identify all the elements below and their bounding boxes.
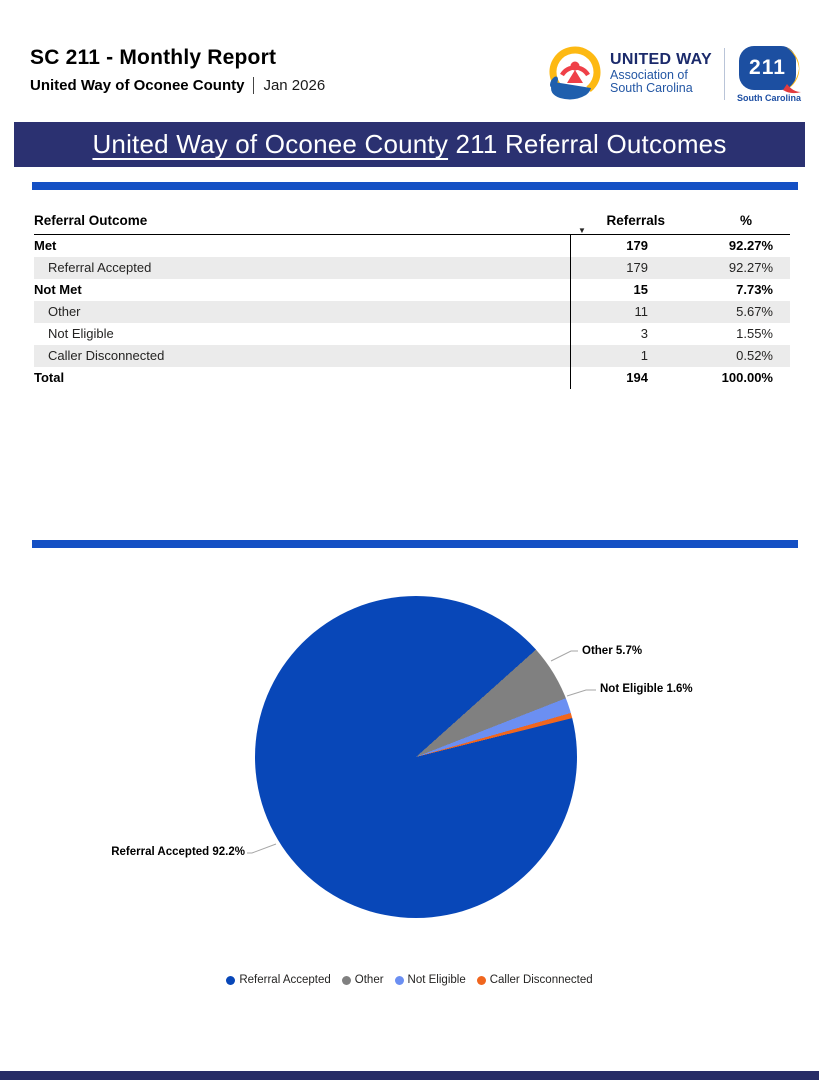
sc211-logo: [735, 46, 803, 103]
united-way-logo: [542, 44, 712, 104]
banner-title: [92, 129, 726, 160]
banner-title-underlined: United Way of Oconee County: [92, 129, 449, 159]
organization-name: United Way of Oconee County: [30, 77, 245, 94]
legend-item-caller-disconnected[interactable]: Caller Disconnected: [477, 974, 593, 986]
report-header: [30, 46, 325, 94]
table-row[interactable]: Other 11 5.67%: [34, 301, 790, 323]
sc211-state-label: South Carolina: [736, 92, 801, 103]
accent-divider-middle: [32, 540, 798, 548]
footer-bar: [0, 1071, 819, 1080]
pie-chart[interactable]: [255, 596, 577, 918]
table-row[interactable]: Referral Accepted 179 92.27%: [34, 257, 790, 279]
logo-divider: [724, 48, 725, 100]
pie-label-not-eligible: Not Eligible 1.6%: [600, 683, 693, 695]
table-total-row[interactable]: Total 194 100.00%: [34, 367, 790, 389]
sort-descending-icon[interactable]: ▼: [578, 226, 586, 235]
page-title: SC 211 - Monthly Report: [30, 46, 277, 69]
table-row[interactable]: Caller Disconnected 1 0.52%: [34, 345, 790, 367]
report-period: Jan 2026: [263, 77, 326, 94]
table-header-row: [34, 196, 790, 235]
column-header-referrals[interactable]: Referrals ▼: [578, 213, 665, 235]
pie-legend: [0, 974, 819, 986]
united-way-icon: [542, 44, 604, 104]
united-way-wordmark: UNITED WAY Association of South Carolina: [610, 51, 712, 96]
accent-divider-top: [32, 182, 798, 190]
table-row[interactable]: Not Met 15 7.73%: [34, 279, 790, 301]
page-banner: [14, 122, 805, 167]
column-header-percent[interactable]: %: [739, 213, 752, 228]
legend-item-not-eligible[interactable]: Not Eligible: [395, 974, 466, 986]
united-way-name: UNITED WAY: [610, 51, 712, 69]
report-subtitle: [30, 77, 325, 94]
pie-label-referral-accepted: Referral Accepted 92.2%: [111, 846, 245, 858]
table-row[interactable]: Met 179 92.27%: [34, 235, 790, 257]
sc211-bubble-icon: [739, 46, 799, 90]
referral-outcome-table: [34, 196, 790, 389]
legend-item-referral-accepted[interactable]: Referral Accepted: [226, 974, 330, 986]
column-header-outcome[interactable]: Referral Outcome: [34, 213, 148, 228]
subtitle-divider: [253, 77, 254, 94]
legend-dot-icon: [226, 976, 235, 985]
pie-label-other: Other 5.7%: [582, 645, 643, 657]
legend-dot-icon: [395, 976, 404, 985]
table-row[interactable]: Not Eligible 3 1.55%: [34, 323, 790, 345]
banner-title-rest: 211 Referral Outcomes: [448, 129, 727, 159]
sc211-number: 211: [749, 55, 786, 79]
legend-dot-icon: [342, 976, 351, 985]
logo-block: [542, 44, 803, 104]
legend-dot-icon: [477, 976, 486, 985]
legend-item-other[interactable]: Other: [342, 974, 384, 986]
